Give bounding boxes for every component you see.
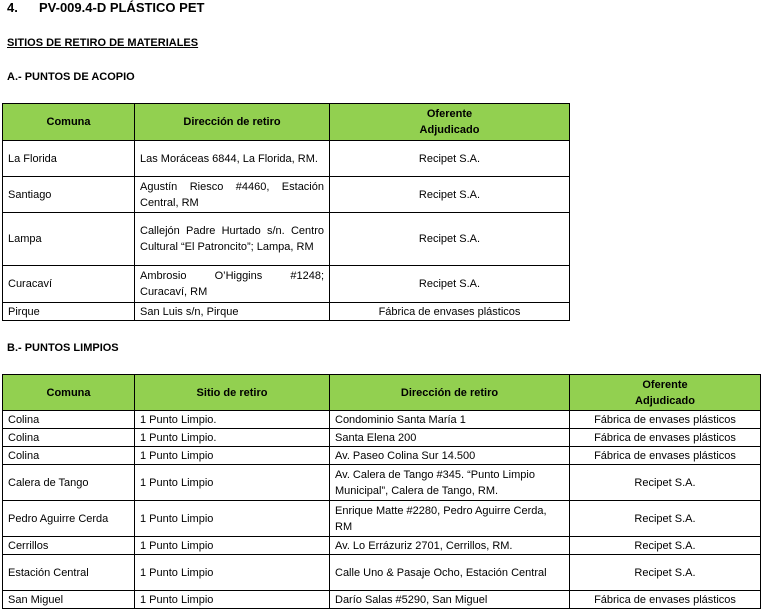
- cell-sitio: 1 Punto Limpio: [135, 537, 330, 555]
- col-header-direccion: Dirección de retiro: [135, 104, 330, 141]
- cell-direccion: Av. Paseo Colina Sur 14.500: [330, 447, 570, 465]
- cell-sitio: 1 Punto Limpio: [135, 447, 330, 465]
- cell-oferente: Fábrica de envases plásticos: [570, 429, 761, 447]
- cell-comuna: Cerrillos: [3, 537, 135, 555]
- cell-direccion: Calle Uno & Pasaje Ocho, Estación Central: [330, 555, 570, 591]
- table-row: [3, 177, 570, 213]
- col-header-comuna: Comuna: [3, 104, 135, 141]
- cell-oferente: Recipet S.A.: [570, 465, 761, 501]
- table-row: [3, 501, 761, 537]
- section-title: PV-009.4-D PLÁSTICO PET: [39, 0, 205, 15]
- cell-comuna: Santiago: [3, 177, 135, 213]
- table-row: [3, 555, 761, 591]
- limpios-table: [2, 374, 761, 609]
- table-row: [3, 537, 761, 555]
- cell-direccion: Condominio Santa María 1: [330, 411, 570, 429]
- col-header-oferente: Oferente Adjudicado: [570, 375, 761, 411]
- cell-direccion: Av. Calera de Tango #345. “Punto Limpio Municipal”, Calera de Tango, RM.: [330, 465, 570, 501]
- cell-comuna: Colina: [3, 447, 135, 465]
- cell-comuna: Colina: [3, 429, 135, 447]
- table-row: [3, 213, 570, 266]
- cell-direccion: Las Moráceas 6844, La Florida, RM.: [135, 141, 330, 177]
- table-row: [3, 266, 570, 303]
- cell-direccion: Darío Salas #5290, San Miguel: [330, 591, 570, 609]
- table-row: [3, 447, 761, 465]
- cell-oferente: Fábrica de envases plásticos: [570, 447, 761, 465]
- cell-direccion: Ambrosio O’Higgins #1248; Curacaví, RM: [135, 266, 330, 303]
- cell-comuna: Calera de Tango: [3, 465, 135, 501]
- cell-comuna: Curacaví: [3, 266, 135, 303]
- col-header-oferente: Oferente Adjudicado: [330, 104, 570, 141]
- cell-sitio: 1 Punto Limpio: [135, 555, 330, 591]
- cell-comuna: Colina: [3, 411, 135, 429]
- table-row: [3, 303, 570, 321]
- acopio-table: [2, 103, 570, 321]
- table-row: [3, 429, 761, 447]
- col-header-comuna: Comuna: [3, 375, 135, 411]
- cell-oferente: Fábrica de envases plásticos: [570, 591, 761, 609]
- subheading: SITIOS DE RETIRO DE MATERIALES: [7, 37, 199, 49]
- cell-oferente: Recipet S.A.: [330, 213, 570, 266]
- cell-sitio: 1 Punto Limpio: [135, 465, 330, 501]
- cell-sitio: 1 Punto Limpio: [135, 591, 330, 609]
- cell-direccion: Av. Lo Errázuriz 2701, Cerrillos, RM.: [330, 537, 570, 555]
- cell-oferente: Recipet S.A.: [330, 141, 570, 177]
- table-row: [3, 591, 761, 609]
- section-number: 4.: [7, 0, 18, 15]
- table-row: [3, 141, 570, 177]
- cell-comuna: Lampa: [3, 213, 135, 266]
- cell-sitio: 1 Punto Limpio.: [135, 429, 330, 447]
- section-b-title: B.- PUNTOS LIMPIOS: [7, 342, 119, 354]
- cell-direccion: Callejón Padre Hurtado s/n. Centro Cultural “El Patroncito”; Lampa, RM: [135, 213, 330, 266]
- cell-sitio: 1 Punto Limpio: [135, 501, 330, 537]
- cell-comuna: La Florida: [3, 141, 135, 177]
- cell-oferente: Fábrica de envases plásticos: [570, 411, 761, 429]
- cell-direccion: Santa Elena 200: [330, 429, 570, 447]
- cell-oferente: Recipet S.A.: [570, 537, 761, 555]
- col-header-direccion: Dirección de retiro: [330, 375, 570, 411]
- cell-oferente: Recipet S.A.: [330, 177, 570, 213]
- cell-direccion: Agustín Riesco #4460, Estación Central, RM: [135, 177, 330, 213]
- table-header-row: [3, 104, 570, 141]
- cell-comuna: Estación Central: [3, 555, 135, 591]
- col-header-sitio: Sitio de retiro: [135, 375, 330, 411]
- table-row: [3, 411, 761, 429]
- cell-direccion: Enrique Matte #2280, Pedro Aguirre Cerda, RM: [330, 501, 570, 537]
- cell-comuna: Pirque: [3, 303, 135, 321]
- cell-oferente: Recipet S.A.: [570, 501, 761, 537]
- cell-oferente: Recipet S.A.: [330, 266, 570, 303]
- table-row: [3, 465, 761, 501]
- cell-oferente: Fábrica de envases plásticos: [330, 303, 570, 321]
- table-header-row: [3, 375, 761, 411]
- cell-comuna: Pedro Aguirre Cerda: [3, 501, 135, 537]
- cell-comuna: San Miguel: [3, 591, 135, 609]
- cell-direccion: San Luis s/n, Pirque: [135, 303, 330, 321]
- cell-oferente: Recipet S.A.: [570, 555, 761, 591]
- section-a-title: A.- PUNTOS DE ACOPIO: [7, 71, 135, 83]
- cell-sitio: 1 Punto Limpio.: [135, 411, 330, 429]
- section-heading: [7, 0, 204, 15]
